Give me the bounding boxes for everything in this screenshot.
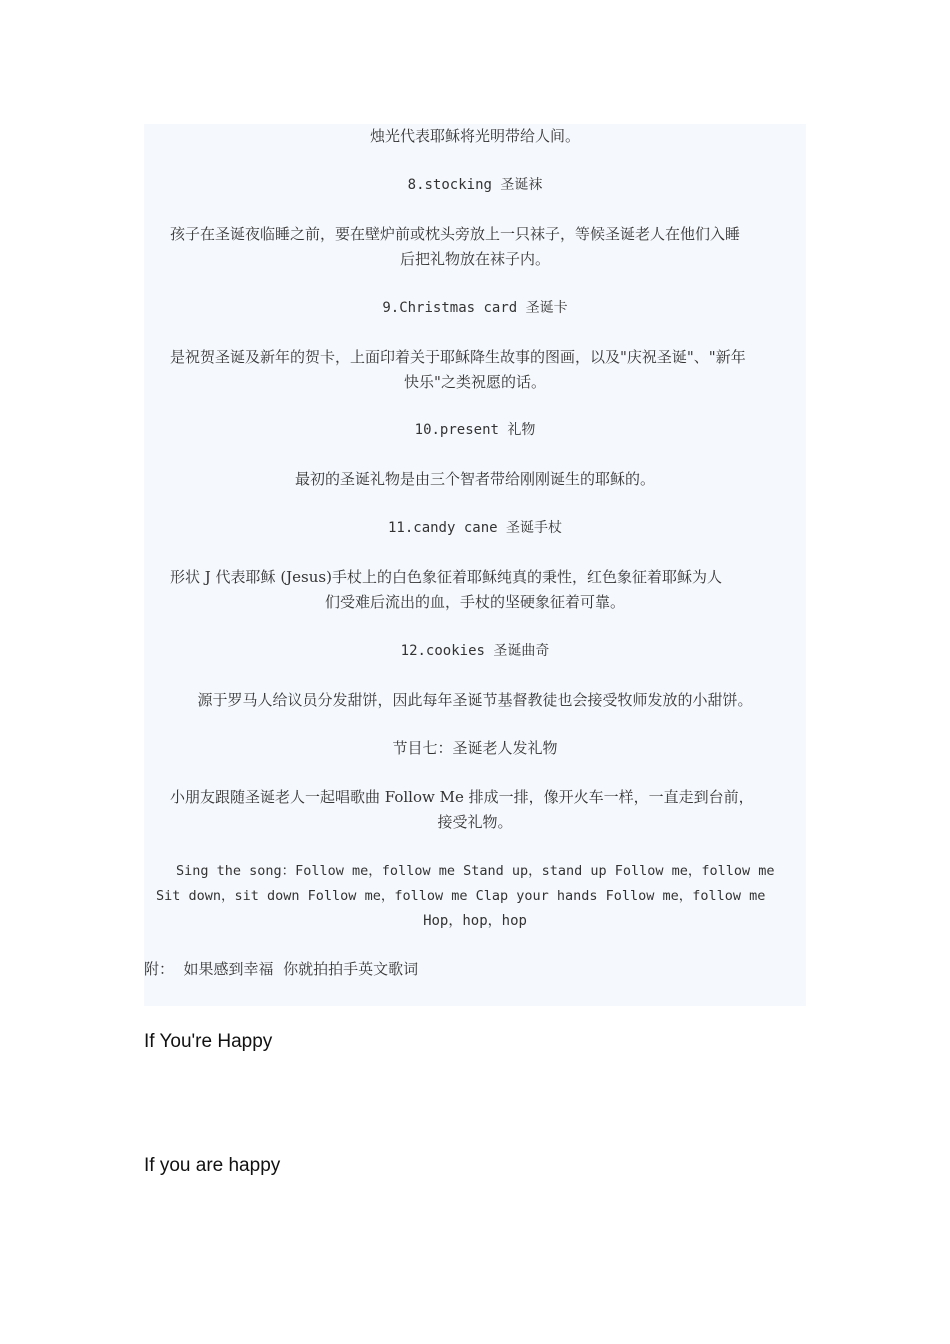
candle-description: 烛光代表耶稣将光明带给人间。 — [369, 127, 580, 145]
item-8-description-line-1: 孩子在圣诞夜临睡之前，要在壁炉前或枕头旁放上一只袜子，等候圣诞老人在他们入睡 — [170, 225, 741, 243]
item-10-title: 10.present 礼物 — [414, 422, 536, 438]
appendix-note: 附： 如果感到幸福 你就拍拍手英文歌词 — [144, 960, 419, 978]
program-7-description-line-1: 小朋友跟随圣诞老人一起唱歌曲 Follow Me 排成一排，像开火车一样，一直走到台前， — [170, 788, 754, 806]
song-lyrics-line-2: Sit down，sit down Follow me，follow me Clap your hands Follow me，follow me — [156, 888, 766, 904]
item-10-description: 最初的圣诞礼物是由三个智者带给刚刚诞生的耶稣的。 — [294, 470, 655, 488]
song-title: If You're Happy — [144, 1031, 273, 1052]
song-lyrics-line-1: Sing the song：Follow me，follow me Stand up，stand up Follow me，follow me — [176, 863, 775, 879]
item-8-description-line-2: 后把礼物放在袜子内。 — [399, 250, 550, 268]
lyrics-first-line: If you are happy — [144, 1155, 281, 1176]
program-7-title: 节目七：圣诞老人发礼物 — [392, 739, 558, 757]
item-8-title: 8.stocking 圣诞袜 — [407, 177, 543, 193]
item-9-title: 9.Christmas card 圣诞卡 — [382, 300, 568, 316]
item-9-description-line-2: 快乐"之类祝愿的话。 — [404, 373, 546, 391]
program-7-description-line-2: 接受礼物。 — [437, 813, 513, 831]
item-11-description-line-2: 们受难后流出的血，手杖的坚硬象征着可靠。 — [324, 593, 625, 611]
item-9-description-line-1: 是祝贺圣诞及新年的贺卡，上面印着关于耶稣降生故事的图画，以及"庆祝圣诞"、"新年 — [170, 348, 746, 366]
song-lyrics-line-3: Hop，hop，hop — [423, 913, 527, 929]
item-11-description-line-1: 形状 J 代表耶稣 (Jesus)手杖上的白色象征着耶稣纯真的秉性，红色象征着耶稣为人 — [170, 568, 722, 586]
item-11-title: 11.candy cane 圣诞手杖 — [387, 520, 562, 536]
item-12-description: 源于罗马人给议员分发甜饼，因此每年圣诞节基督教徒也会接受牧师发放的小甜饼。 — [197, 691, 753, 709]
item-12-title: 12.cookies 圣诞曲奇 — [400, 643, 550, 659]
